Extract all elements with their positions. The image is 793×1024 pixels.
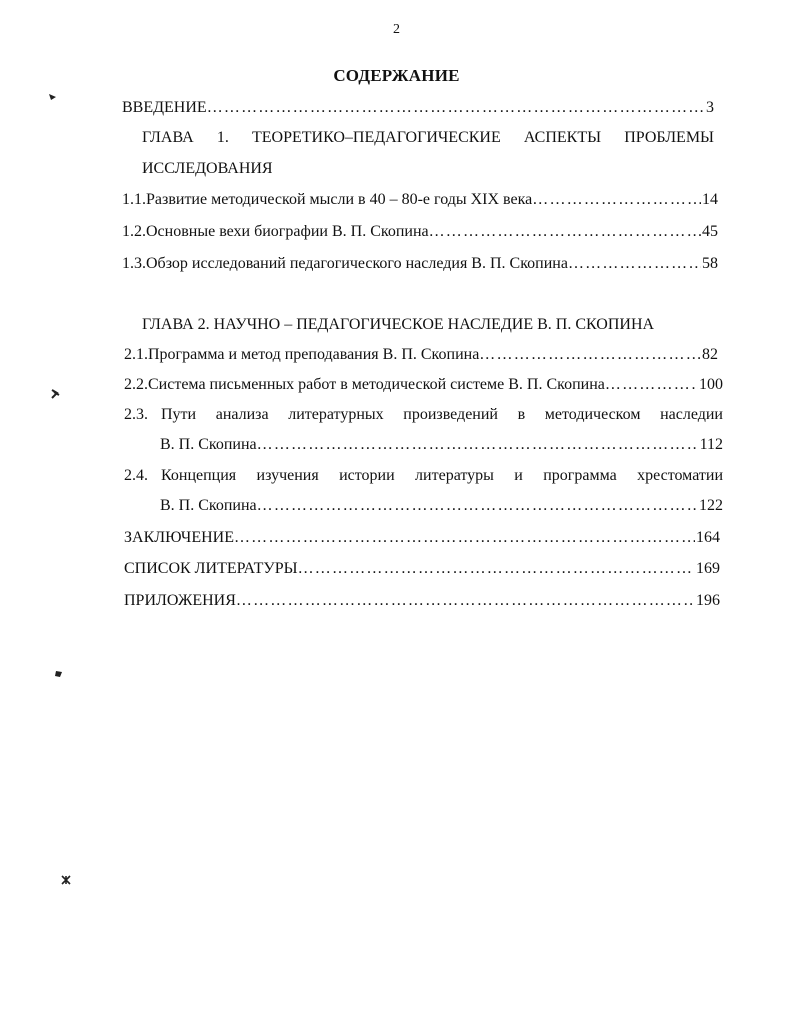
entry-label: Система письменных работ в методической системе В. П. Скопина <box>148 376 605 393</box>
leader-dots <box>236 589 695 613</box>
toc-entry-1-3 <box>122 252 718 276</box>
entry-number: 1.1. <box>122 191 146 208</box>
leader-dots <box>479 343 701 367</box>
entry-number-2-3: 2.3. <box>124 406 148 423</box>
entry-label: Обзор исследований педагогического наследия В. П. Скопина <box>146 255 568 272</box>
entry-page: 58 <box>702 255 718 272</box>
entry-label: ЗАКЛЮЧЕНИЕ <box>124 529 234 546</box>
entry-label: В. П. Скопина <box>160 436 257 453</box>
entry-number-2-4: 2.4. <box>124 467 148 484</box>
leader-dots <box>532 188 701 212</box>
chapter-1-title: ГЛАВА 1. ТЕОРЕТИКО–ПЕДАГОГИЧЕСКИЕ АСПЕКТЫ ПРОБЛЕМЫ <box>142 129 714 146</box>
toc-entry-appendices <box>124 589 720 613</box>
entry-label: СПИСОК ЛИТЕРАТУРЫ <box>124 560 298 577</box>
entry-page: 3 <box>706 99 714 116</box>
entry-page: 100 <box>699 376 723 393</box>
entry-number: 2.1. <box>124 346 148 363</box>
leader-dots <box>234 526 695 550</box>
toc-title: СОДЕРЖАНИЕ <box>333 66 460 85</box>
toc-entry-conclusion <box>124 526 720 550</box>
toc-entry-2-3-line2 <box>160 433 723 457</box>
entry-page: 14 <box>702 191 718 208</box>
entry-label: Программа и метод преподавания В. П. Скопина <box>148 346 480 363</box>
leader-dots <box>605 373 698 397</box>
leader-dots <box>257 494 698 518</box>
entry-label: Основные вехи биографии В. П. Скопина <box>146 223 429 240</box>
entry-page: 169 <box>696 560 720 577</box>
entry-label: Развитие методической мысли в 40 – 80-е годы XIX века <box>146 191 533 208</box>
entry-number: 1.2. <box>122 223 146 240</box>
entry-label: В. П. Скопина <box>160 497 257 514</box>
entry-page: 164 <box>696 529 720 546</box>
leader-dots <box>568 252 701 276</box>
entry-label: ПРИЛОЖЕНИЯ <box>124 592 236 609</box>
scan-mark-icon <box>54 669 64 679</box>
toc-entry-1-1 <box>122 188 718 212</box>
leader-dots <box>298 557 695 581</box>
scan-mark-icon <box>48 92 58 102</box>
leader-dots <box>257 433 699 457</box>
entry-page: 196 <box>696 592 720 609</box>
page-number: 2 <box>393 22 400 37</box>
toc-entry-2-3-line1: Пути анализа литературных произведений в методическом наследии <box>161 406 723 423</box>
chapter-1-title-cont: ИССЛЕДОВАНИЯ <box>142 160 273 177</box>
entry-page: 82 <box>702 346 718 363</box>
scan-mark-icon <box>50 389 60 399</box>
toc-entry-2-4-line1: Концепция изучения истории литературы и программа хрестоматии <box>161 467 723 484</box>
scan-mark-icon <box>61 875 71 885</box>
entry-page: 112 <box>699 436 723 453</box>
entry-number: 1.3. <box>122 255 146 272</box>
entry-label: ВВЕДЕНИЕ <box>122 99 207 116</box>
toc-entry-references <box>124 557 720 581</box>
leader-dots <box>429 220 701 244</box>
entry-page: 45 <box>702 223 718 240</box>
entry-page: 122 <box>699 497 723 514</box>
leader-dots <box>207 96 705 120</box>
toc-entry-2-2 <box>124 373 723 397</box>
toc-entry-2-1 <box>124 343 718 367</box>
toc-entry-introduction <box>122 96 714 120</box>
toc-entry-2-4-line2 <box>160 494 723 518</box>
entry-number: 2.2. <box>124 376 148 393</box>
chapter-2-title: ГЛАВА 2. НАУЧНО – ПЕДАГОГИЧЕСКОЕ НАСЛЕДИЕ В. П. СКОПИНА <box>142 316 655 333</box>
toc-entry-1-2 <box>122 220 718 244</box>
